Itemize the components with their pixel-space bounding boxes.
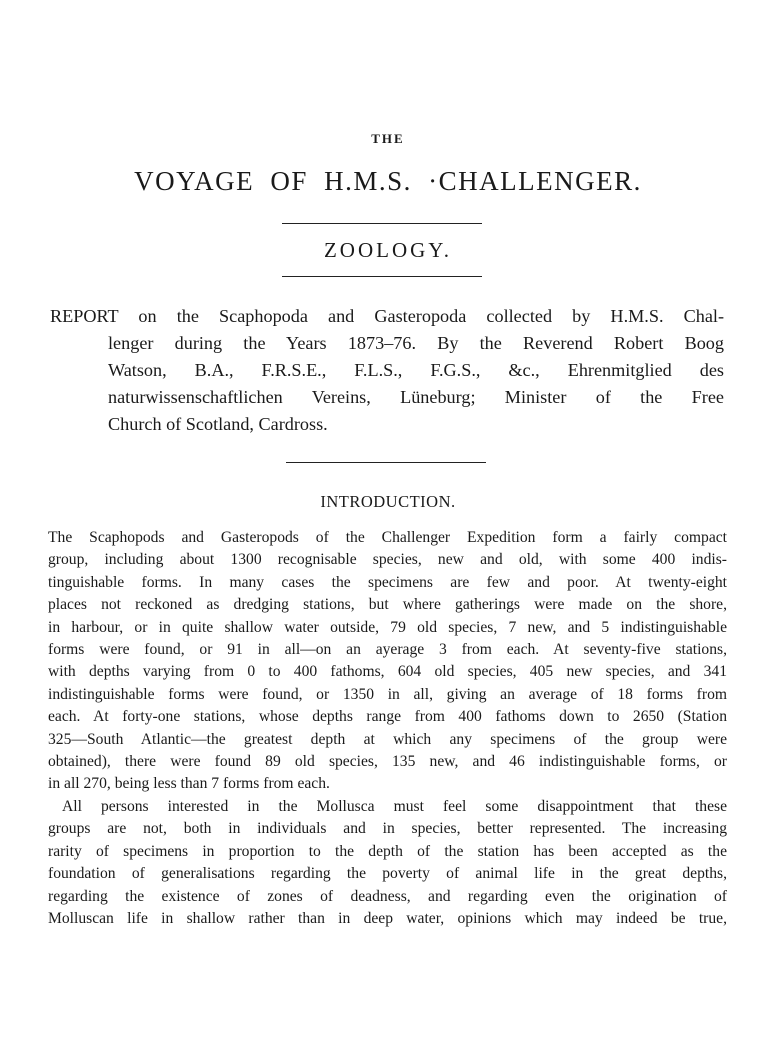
paragraph-1-line: in all 270, being less than 7 forms from each. [48,775,330,793]
report-divider [286,462,486,463]
paragraph-1-line: tinguishable forms. In many cases the specimens are few and poor. At twenty-eight [48,573,727,591]
paragraph-1-line: group, including about 1300 recognisable species, new and old, with some 400 indis- [48,551,727,569]
report-line-1: REPORT on the Scaphopoda and Gasteropoda collected by H.M.S. Chal- [50,306,724,326]
paragraph-2-line: regarding the existence of zones of deadness, and regarding even the origination of [48,887,727,905]
paragraph-1-line: in harbour, or in quite shallow water outside, 79 old species, 7 new, and 5 indistinguishable [48,618,727,636]
paragraph-2-line: All persons interested in the Mollusca must feel some disappointment that these [62,797,727,815]
report-description [50,303,724,438]
paragraph-1-line: places not reckoned as dredging stations, but where gatherings were made on the shore, [48,596,727,614]
paragraph-2-line: foundation of generalisations regarding the poverty of animal life in the great depths, [48,865,727,883]
report-line-5: Church of Scotland, Cardross. [108,414,328,434]
paragraph-1-line: 325—South Atlantic—the greatest depth at which any specimens of the group were [48,730,727,748]
section-title: ZOOLOGY. [323,238,453,262]
paragraph-2-line: groups are not, both in individuals and in species, better represented. The increasing [48,820,727,838]
report-line-2: lenger during the Years 1873–76. By the Reverend Robert Boog [108,333,724,353]
paragraph-1-line: forms were found, or 91 in all—on an ayerage 3 from each. At seventy-five stations, [48,641,727,659]
paragraph-1-line: each. At forty-one stations, whose depths range from 400 fathoms down to 2650 (Station [48,708,727,726]
introduction-heading: INTRODUCTION. [320,492,456,511]
series-prefix: THE [371,131,405,146]
paragraph-2-line: rarity of specimens in proportion to the depth of the station has been accepted as the [48,842,727,860]
paragraph-1-line: obtained), there were found 89 old species, 135 new, and 46 indistinguishable forms, or [48,753,727,771]
paragraph-1-line: with depths varying from 0 to 400 fathoms, 604 old species, 405 new species, and 341 [48,663,727,681]
title-divider-top [282,223,482,224]
page-title: VOYAGE OF H.M.S. ·CHALLENGER. [134,166,642,196]
report-line-4: naturwissenschaftlichen Vereins, Lüneburg; Minister of the Free [108,387,724,407]
paragraph-1-line: indistinguishable forms were found, or 1350 in all, giving an average of 18 forms from [48,685,727,703]
paragraph-1-line: The Scaphopods and Gasteropods of the Challenger Expedition form a fairly compact [48,529,727,546]
title-divider-bottom [282,276,482,277]
report-line-3: Watson, B.A., F.R.S.E., F.L.S., F.G.S., &c., Ehrenmitglied des [108,360,724,380]
paragraph-2-line: Molluscan life in shallow rather than in deep water, opinions which may indeed be true, [48,909,727,927]
introduction-body [48,527,727,930]
